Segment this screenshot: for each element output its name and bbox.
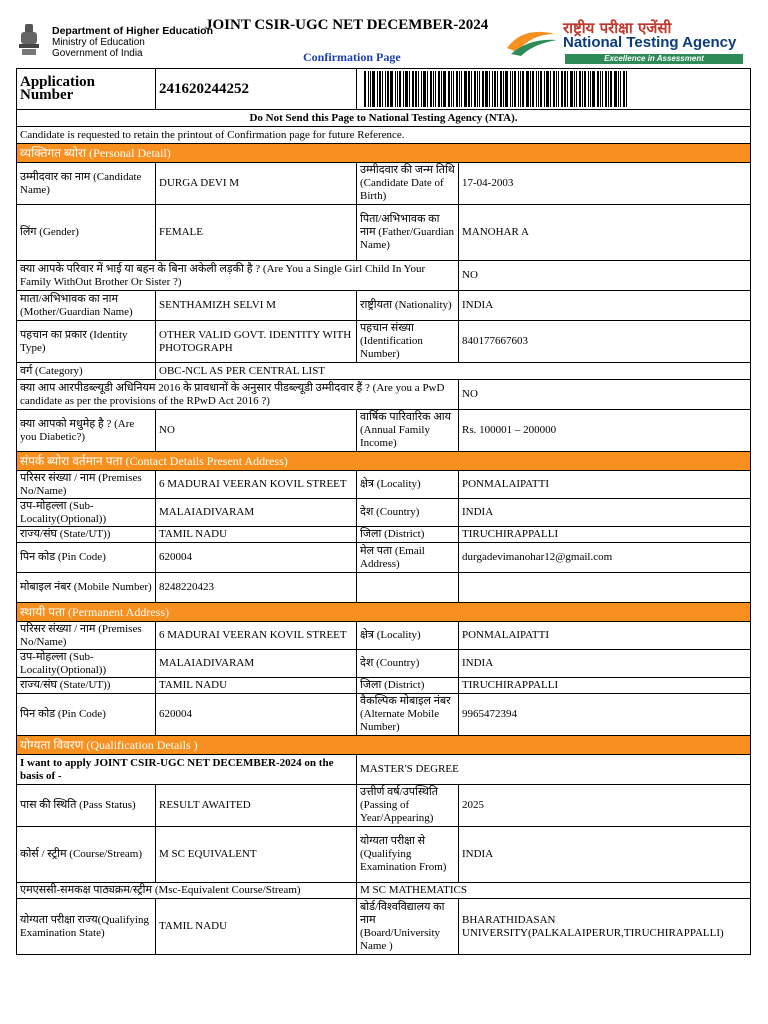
government-name: Government of India bbox=[52, 48, 143, 59]
barcode-bar bbox=[468, 71, 470, 107]
board-university-name: BHARATHIDASAN UNIVERSITY(PALKALAIPERUR,TIRUCHIRAPPALLI) bbox=[459, 899, 751, 955]
barcode-bar bbox=[415, 71, 417, 107]
barcode-bar bbox=[494, 71, 496, 107]
msc-equivalent-course: M SC MATHEMATICS bbox=[357, 883, 751, 899]
field-label: बोर्ड/विश्वविद्यालय का नाम (Board/University Name ) bbox=[357, 899, 459, 955]
barcode-bar bbox=[448, 71, 450, 107]
barcode-bar bbox=[597, 71, 599, 107]
barcode-bar bbox=[497, 71, 498, 107]
barcode-bar bbox=[588, 71, 589, 107]
barcode-bar bbox=[443, 71, 446, 107]
barcode-bar bbox=[395, 71, 396, 107]
section-heading: व्यक्तिगत ब्योरा (Personal Detail) bbox=[17, 144, 751, 163]
barcode-bar bbox=[608, 71, 609, 107]
barcode-bar bbox=[399, 71, 401, 107]
section-heading: संपर्क ब्योरा वर्तमान पता (Contact Details Present Address) bbox=[17, 452, 751, 471]
state: TAMIL NADU bbox=[156, 678, 357, 694]
field-label: उम्मीदवार का नाम (Candidate Name) bbox=[17, 163, 156, 205]
ministry-name: Ministry of Education bbox=[52, 37, 145, 48]
section-qualification-details bbox=[17, 736, 751, 755]
sub-locality: MALAIADIVARAM bbox=[156, 650, 357, 678]
section-permanent-address bbox=[17, 603, 751, 622]
empty-cell bbox=[459, 573, 751, 603]
barcode-bar bbox=[600, 71, 601, 107]
barcode-bar bbox=[390, 71, 393, 107]
barcode bbox=[357, 69, 751, 110]
application-number: 241620244252 bbox=[156, 69, 357, 110]
application-row bbox=[17, 69, 751, 110]
barcode-bar bbox=[522, 71, 524, 107]
barcode-bar bbox=[423, 71, 426, 107]
field-label: मेल पता (Email Address) bbox=[357, 543, 459, 573]
field-label: जिला (District) bbox=[357, 527, 459, 543]
field-label: I want to apply JOINT CSIR-UGC NET DECEMBER-2024 on the basis of - bbox=[17, 755, 357, 785]
section-heading: स्थायी पता (Permanent Address) bbox=[17, 603, 751, 622]
diabetic: NO bbox=[156, 410, 357, 452]
barcode-bar bbox=[441, 71, 442, 107]
field-label: पहचान संख्या (Identification Number) bbox=[357, 321, 459, 363]
barcode-bar bbox=[403, 71, 404, 107]
field-label: पास की स्थिति (Pass Status) bbox=[17, 785, 156, 827]
field-label: क्या आप आरपीडब्ल्यूडी अधिनियम 2016 के प्रावधानों के अनुसार पीडब्ल्यूडी उम्मीदवार हैं ? (Are you a PwD candidate as per the provisions of the RPwD Act 2016 ?) bbox=[17, 380, 459, 410]
barcode-bar bbox=[405, 71, 408, 107]
field-label: उप-मोहल्ला (Sub-Locality(Optional)) bbox=[17, 650, 156, 678]
barcode-bar bbox=[514, 71, 516, 107]
barcode-bar bbox=[471, 71, 472, 107]
barcode-bar bbox=[479, 71, 480, 107]
department-name: Department of Higher Education bbox=[52, 25, 214, 37]
field-label: पिन कोड (Pin Code) bbox=[17, 543, 156, 573]
barcode-bar bbox=[451, 71, 452, 107]
barcode-bar bbox=[438, 71, 440, 107]
category: OBC-NCL AS PER CENTRAL LIST bbox=[156, 363, 751, 380]
field-label: परिसर संख्या / नाम (Premises No/Name) bbox=[17, 622, 156, 650]
barcode-bar bbox=[505, 71, 508, 107]
barcode-bar bbox=[570, 71, 573, 107]
section-personal-detail bbox=[17, 144, 751, 163]
barcode-bar bbox=[546, 71, 549, 107]
barcode-bar bbox=[512, 71, 513, 107]
confirmation-table bbox=[16, 68, 751, 955]
alternate-mobile-number: 9965472394 bbox=[459, 694, 751, 736]
barcode-bar bbox=[489, 71, 490, 107]
barcode-bar bbox=[540, 71, 542, 107]
single-girl-child: NO bbox=[459, 261, 751, 291]
barcode-bar bbox=[532, 71, 534, 107]
state: TAMIL NADU bbox=[156, 527, 357, 543]
barcode-bar bbox=[620, 71, 621, 107]
national-emblem-icon bbox=[16, 22, 42, 58]
barcode-bar bbox=[453, 71, 454, 107]
barcode-bar bbox=[530, 71, 531, 107]
barcode-bar bbox=[385, 71, 386, 107]
barcode-bar bbox=[372, 71, 375, 107]
barcode-bar bbox=[561, 71, 563, 107]
barcode-bar bbox=[427, 71, 428, 107]
field-label: एमएससी-समकक्ष पाठ्यक्रम/स्ट्रीम (Msc-Equivalent Course/Stream) bbox=[17, 883, 357, 899]
barcode-bar bbox=[461, 71, 462, 107]
field-label: उप-मोहल्ला (Sub-Locality(Optional)) bbox=[17, 499, 156, 527]
field-label: मोबाइल नंबर (Mobile Number) bbox=[17, 573, 156, 603]
barcode-bar bbox=[379, 71, 381, 107]
barcode-bar bbox=[558, 71, 559, 107]
barcode-bar bbox=[623, 71, 625, 107]
section-contact-details bbox=[17, 452, 751, 471]
barcode-bar bbox=[456, 71, 458, 107]
nationality: INDIA bbox=[459, 291, 751, 321]
barcode-bar bbox=[592, 71, 595, 107]
barcode-bar bbox=[435, 71, 436, 107]
barcode-bar bbox=[464, 71, 467, 107]
application-number-label: Application Number bbox=[17, 69, 156, 110]
barcode-bar bbox=[368, 71, 369, 107]
field-label: राज्य/संघ (State/UT)) bbox=[17, 678, 156, 694]
barcode-bar bbox=[421, 71, 422, 107]
father-name: MANOHAR A bbox=[459, 205, 751, 261]
barcode-bar bbox=[564, 71, 566, 107]
field-label: क्षेत्र (Locality) bbox=[357, 622, 459, 650]
premises: 6 MADURAI VEERAN KOVIL STREET bbox=[156, 622, 357, 650]
field-label: योग्यता परीक्षा राज्य(Qualifying Examination State) bbox=[17, 899, 156, 955]
barcode-bar bbox=[492, 71, 493, 107]
annual-income: Rs. 100001 – 200000 bbox=[459, 410, 751, 452]
barcode-bar bbox=[538, 71, 539, 107]
date-of-birth: 17-04-2003 bbox=[459, 163, 751, 205]
barcode-bar bbox=[430, 71, 432, 107]
barcode-bar bbox=[526, 71, 529, 107]
barcode-bar bbox=[576, 71, 577, 107]
email: durgadevimanohar12@gmail.com bbox=[459, 543, 751, 573]
barcode-bar bbox=[626, 71, 627, 107]
barcode-bar bbox=[364, 71, 366, 107]
district: TIRUCHIRAPPALLI bbox=[459, 678, 751, 694]
barcode-bar bbox=[536, 71, 537, 107]
barcode-bar bbox=[553, 71, 555, 107]
course-stream: M SC EQUIVALENT bbox=[156, 827, 357, 883]
field-label: परिसर संख्या / नाम (Premises No/Name) bbox=[17, 471, 156, 499]
identification-number: 840177667603 bbox=[459, 321, 751, 363]
field-label: योग्यता परीक्षा से (Qualifying Examination From) bbox=[357, 827, 459, 883]
barcode-bar bbox=[387, 71, 389, 107]
locality: PONMALAIPATTI bbox=[459, 622, 751, 650]
section-heading: योग्यता विवरण (Qualification Details ) bbox=[17, 736, 751, 755]
mobile-number: 8248220423 bbox=[156, 573, 357, 603]
pass-status: RESULT AWAITED bbox=[156, 785, 357, 827]
field-label: कोर्स / स्ट्रीम (Course/Stream) bbox=[17, 827, 156, 883]
field-label: पिन कोड (Pin Code) bbox=[17, 694, 156, 736]
barcode-bar bbox=[574, 71, 575, 107]
barcode-bar bbox=[567, 71, 568, 107]
barcode-bar bbox=[459, 71, 460, 107]
field-label: क्षेत्र (Locality) bbox=[357, 471, 459, 499]
confirmation-page-label: Confirmation Page bbox=[303, 50, 401, 64]
nta-tagline: Excellence in Assessment bbox=[565, 54, 743, 64]
barcode-bar bbox=[618, 71, 619, 107]
barcode-bar bbox=[477, 71, 478, 107]
barcode-bar bbox=[503, 71, 504, 107]
barcode-bar bbox=[584, 71, 586, 107]
field-label: देश (Country) bbox=[357, 650, 459, 678]
barcode-bar bbox=[397, 71, 398, 107]
barcode-bar bbox=[518, 71, 519, 107]
field-label: उत्तीर्ण वर्ष/उपस्थिति (Passing of Year/Appearing) bbox=[357, 785, 459, 827]
barcode-bar bbox=[610, 71, 612, 107]
barcode-bar bbox=[433, 71, 434, 107]
passing-year: 2025 bbox=[459, 785, 751, 827]
field-label: जिला (District) bbox=[357, 678, 459, 694]
country: INDIA bbox=[459, 650, 751, 678]
barcode-bar bbox=[579, 71, 581, 107]
nta-swoosh-icon bbox=[503, 26, 559, 58]
barcode-bar bbox=[412, 71, 414, 107]
barcode-bar bbox=[418, 71, 419, 107]
barcode-bar bbox=[370, 71, 371, 107]
do-not-send-notice: Do Not Send this Page to National Testing Agency (NTA). bbox=[17, 110, 751, 127]
field-label: क्या आपको मधुमेह है ? (Are you Diabetic?) bbox=[17, 410, 156, 452]
field-label: वार्षिक पारिवारिक आय (Annual Family Income) bbox=[357, 410, 459, 452]
page-header bbox=[0, 0, 768, 68]
barcode-bar bbox=[590, 71, 591, 107]
field-label: पिता/अभिभावक का नाम (Father/Guardian Name) bbox=[357, 205, 459, 261]
field-label: माता/अभिभावक का नाम (Mother/Guardian Name) bbox=[17, 291, 156, 321]
nta-logo bbox=[503, 18, 753, 64]
country: INDIA bbox=[459, 499, 751, 527]
barcode-bar bbox=[510, 71, 511, 107]
identity-type: OTHER VALID GOVT. IDENTITY WITH PHOTOGRAPH bbox=[156, 321, 357, 363]
department-block bbox=[52, 26, 213, 59]
barcode-bar bbox=[582, 71, 583, 107]
barcode-bar bbox=[485, 71, 488, 107]
field-label: क्या आपके परिवार में भाई या बहन के बिना अकेली लड़की है ? (Are You a Single Girl Child In Your Family WithOut Brother Or Sister ?) bbox=[17, 261, 459, 291]
empty-cell bbox=[357, 573, 459, 603]
pin-code: 620004 bbox=[156, 694, 357, 736]
field-label: वैकल्पिक मोबाइल नंबर (Alternate Mobile Number) bbox=[357, 694, 459, 736]
field-label: देश (Country) bbox=[357, 499, 459, 527]
barcode-bar bbox=[520, 71, 521, 107]
barcode-bar bbox=[550, 71, 551, 107]
pwd-status: NO bbox=[459, 380, 751, 410]
qualifying-exam-state: TAMIL NADU bbox=[156, 899, 357, 955]
field-label: वर्ग (Category) bbox=[17, 363, 156, 380]
barcode-bar bbox=[544, 71, 545, 107]
barcode-bars bbox=[364, 71, 743, 107]
barcode-bar bbox=[605, 71, 607, 107]
mother-name: SENTHAMIZH SELVI M bbox=[156, 291, 357, 321]
barcode-bar bbox=[382, 71, 383, 107]
barcode-bar bbox=[482, 71, 484, 107]
barcode-bar bbox=[556, 71, 557, 107]
barcode-bar bbox=[614, 71, 617, 107]
nta-hindi-name: राष्ट्रीय परीक्षा एजेंसी bbox=[563, 19, 672, 37]
barcode-bar bbox=[377, 71, 378, 107]
field-label: पहचान का प्रकार (Identity Type) bbox=[17, 321, 156, 363]
district: TIRUCHIRAPPALLI bbox=[459, 527, 751, 543]
barcode-bar bbox=[409, 71, 410, 107]
gender: FEMALE bbox=[156, 205, 357, 261]
candidate-name: DURGA DEVI M bbox=[156, 163, 357, 205]
pin-code: 620004 bbox=[156, 543, 357, 573]
exam-title: JOINT CSIR-UGC NET DECEMBER-2024 bbox=[205, 17, 489, 33]
qualifying-exam-from: INDIA bbox=[459, 827, 751, 883]
locality: PONMALAIPATTI bbox=[459, 471, 751, 499]
barcode-bar bbox=[474, 71, 476, 107]
barcode-bar bbox=[602, 71, 603, 107]
field-label: राज्य/संघ (State/UT)) bbox=[17, 527, 156, 543]
field-label: राष्ट्रीयता (Nationality) bbox=[357, 291, 459, 321]
field-label: उम्मीदवार की जन्म तिथि (Candidate Date of Birth) bbox=[357, 163, 459, 205]
retain-printout-notice: Candidate is requested to retain the printout of Confirmation page for future Reference. bbox=[17, 127, 751, 144]
field-label: लिंग (Gender) bbox=[17, 205, 156, 261]
qualification-basis: MASTER'S DEGREE bbox=[357, 755, 751, 785]
premises: 6 MADURAI VEERAN KOVIL STREET bbox=[156, 471, 357, 499]
sub-locality: MALAIADIVARAM bbox=[156, 499, 357, 527]
nta-english-name: National Testing Agency bbox=[563, 34, 737, 51]
barcode-bar bbox=[500, 71, 502, 107]
